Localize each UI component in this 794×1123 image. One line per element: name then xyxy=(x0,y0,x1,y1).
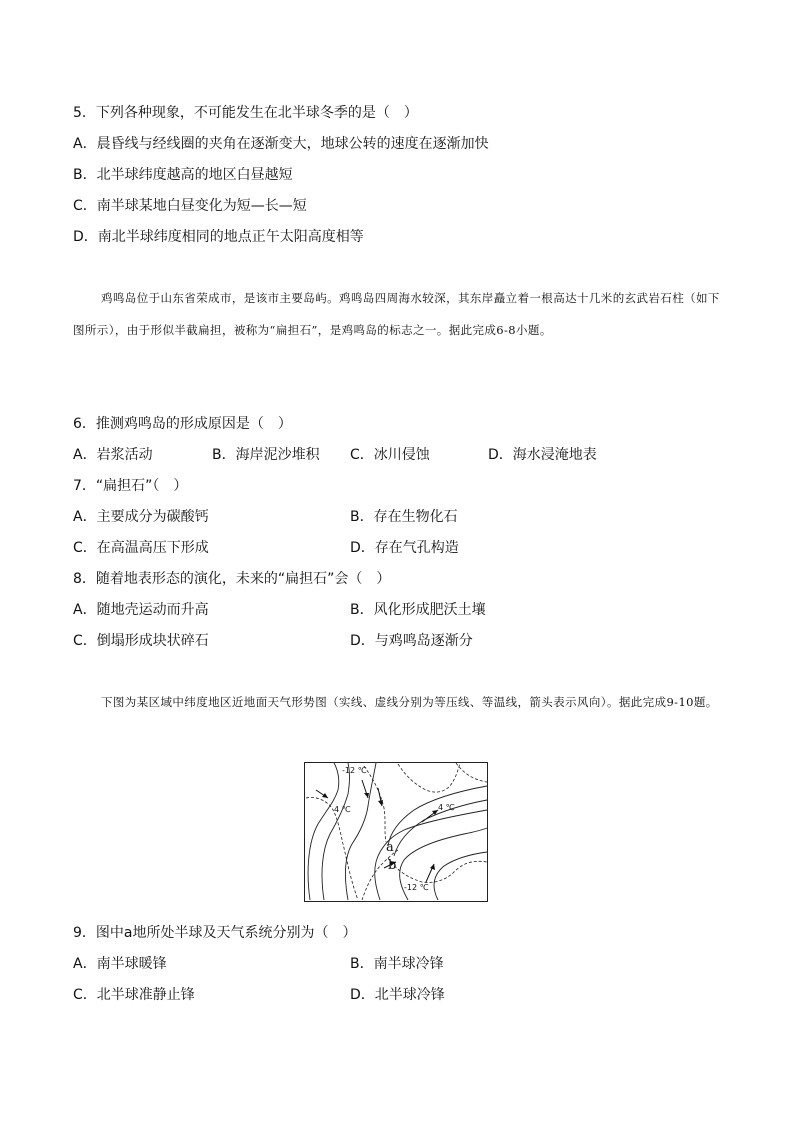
question-7-stem: 7．“扁担石”（ ） xyxy=(73,478,188,494)
question-8-option-d: D．与鸡鸣岛逐渐分 xyxy=(350,633,473,649)
question-6-option-a: A．岩浆活动 xyxy=(73,447,153,463)
question-5-option-c: C．南半球某地白昼变化为短—长—短 xyxy=(73,198,307,214)
question-6-option-c: C．冰川侵蚀 xyxy=(350,447,430,463)
question-9-option-b: B．南半球冷锋 xyxy=(350,956,444,972)
question-6-stem: 6．推测鸡鸣岛的形成原因是（ ） xyxy=(73,416,292,432)
question-7-option-c: C．在高温高压下形成 xyxy=(73,540,209,556)
reading-passage-jiming-island: 鸡鸣岛位于山东省荣成市，是该市主要岛屿。鸡鸣岛四周海水较深，其东岸矗立着一根高达十几米的玄武岩石柱（如下图所示），由于形似半截扁担，被称为“扁担石”，是鸡鸣岛的标志之一。据此完成6-8小题。 xyxy=(73,291,720,337)
top-temperature-label: -12 ℃ xyxy=(342,766,367,775)
question-7-option-b: B．存在生物化石 xyxy=(350,509,458,525)
question-9-option-a: A．南半球暖锋 xyxy=(73,956,167,972)
question-9-stem: 9．图中a地所处半球及天气系统分别为（ ） xyxy=(73,925,357,941)
question-9-option-c: C．北半球准静止锋 xyxy=(73,987,195,1003)
question-8-stem: 8．随着地表形态的演化，未来的“扁担石”会（ ） xyxy=(73,571,391,587)
point-a-label: a xyxy=(386,840,394,855)
question-5-option-b: B．北半球纬度越高的地区白昼越短 xyxy=(73,167,293,183)
question-5-stem: 5．下列各种现象，不可能发生在北半球冬季的是（ ） xyxy=(73,105,418,121)
reading-passage-weather-map: 下图为某区域中纬度地区近地面天气形势图（实线、虚线分别为等压线、等温线，箭头表示风向）。据此完成9-10题。 xyxy=(101,695,718,709)
question-8-option-a: A．随地壳运动而升高 xyxy=(73,602,209,618)
bottom-temperature-label: -12 ℃ xyxy=(404,883,429,892)
question-6-option-d: D．海水浸淹地表 xyxy=(488,447,597,463)
right-temperature-label: 4 ℃ xyxy=(438,803,455,812)
question-5-option-a: A．晨昏线与经线圈的夹角在逐渐变大，地球公转的速度在逐渐加快 xyxy=(73,136,489,152)
point-b-label: b xyxy=(388,858,397,873)
question-7-option-a: A．主要成分为碳酸钙 xyxy=(73,509,209,525)
question-8-option-c: C．倒塌形成块状碎石 xyxy=(73,633,209,649)
question-6-option-b: B．海岸泥沙堆积 xyxy=(212,447,320,463)
question-8-option-b: B．风化形成肥沃土壤 xyxy=(350,602,486,618)
question-5-option-d: D．南北半球纬度相同的地点正午太阳高度相等 xyxy=(73,229,364,245)
question-7-option-d: D．存在气孔构造 xyxy=(350,540,459,556)
weather-map-figure xyxy=(304,762,488,902)
question-9-option-d: D．北半球冷锋 xyxy=(350,987,445,1003)
left-temperature-label: 4 ℃ xyxy=(334,805,351,814)
